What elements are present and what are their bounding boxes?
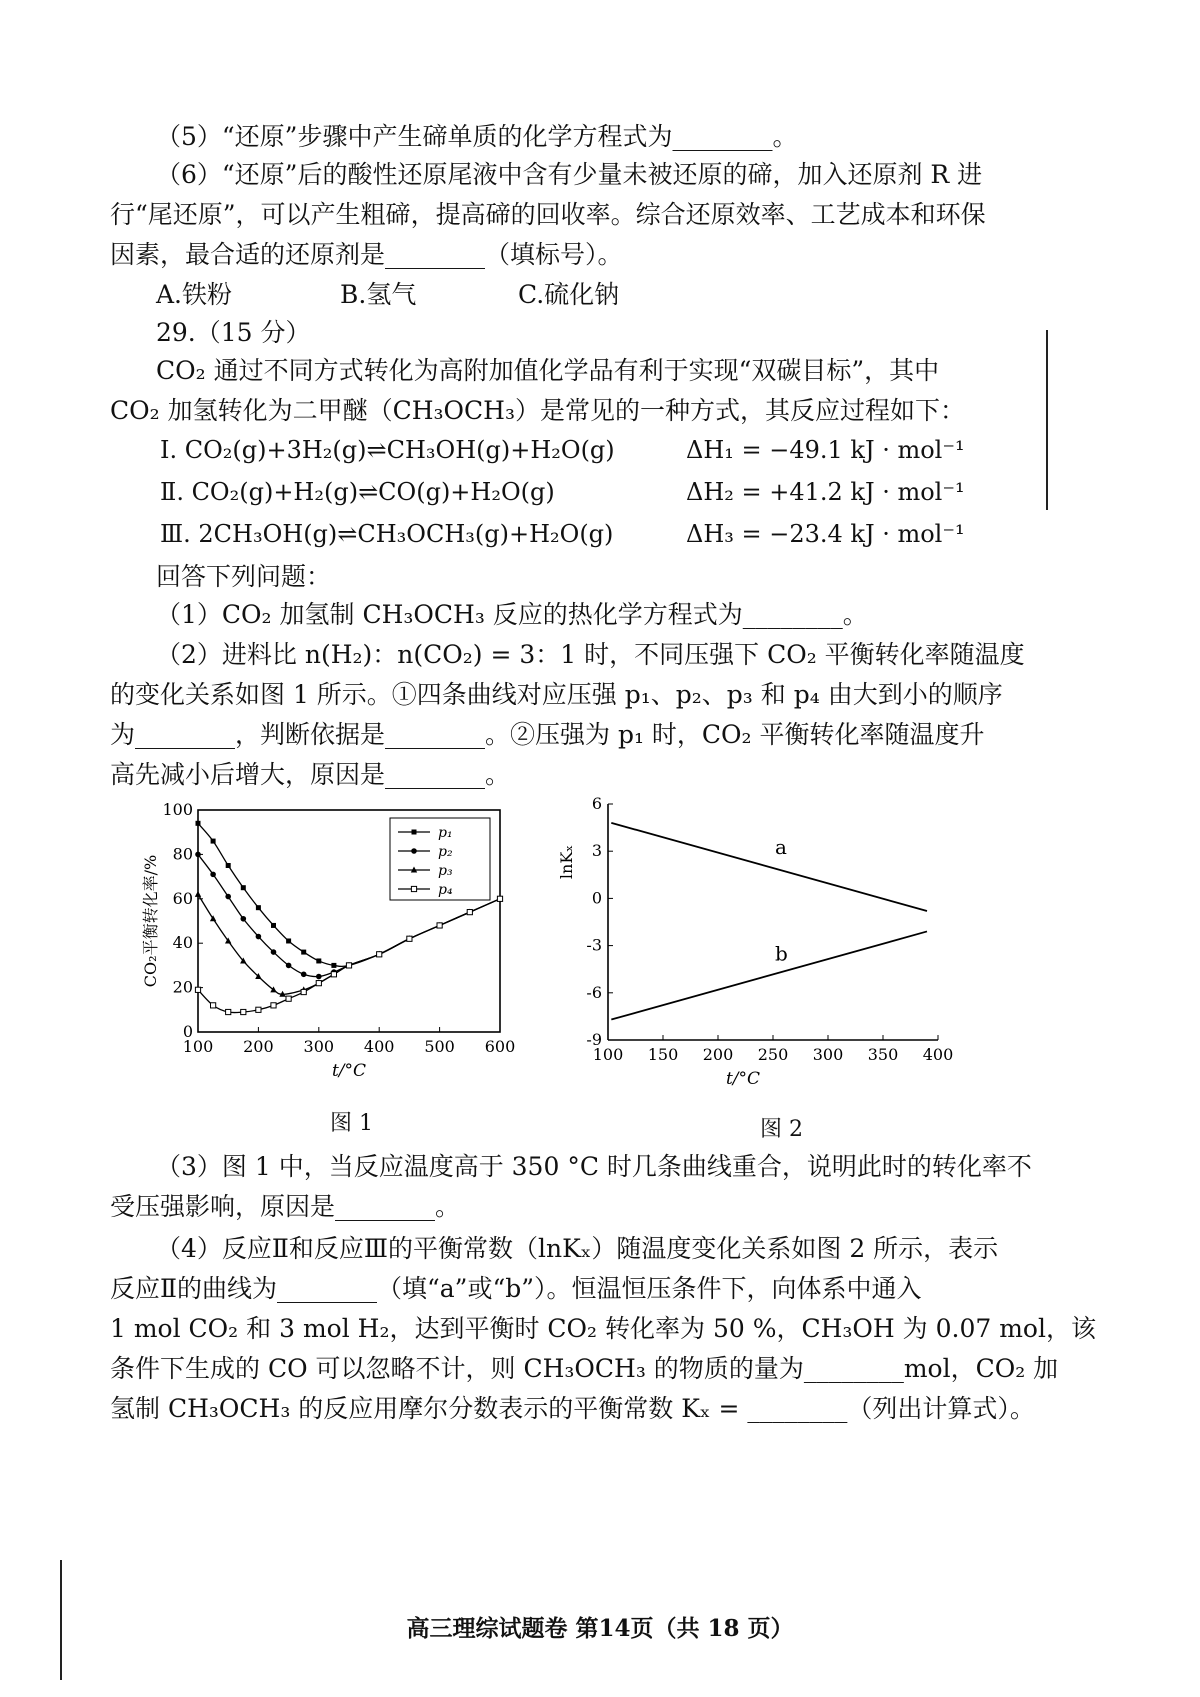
legend-marker — [412, 830, 417, 835]
data-point — [286, 963, 292, 969]
line-label-b: b — [775, 941, 788, 966]
x-tick-label: 300 — [812, 1045, 844, 1064]
data-point — [211, 839, 216, 844]
intro-line1: CO₂ 通过不同方式转化为高附加值化学品有利于实现“双碳目标”，其中 — [156, 356, 940, 385]
x-tick-label: 400 — [363, 1037, 395, 1056]
data-point — [316, 958, 321, 963]
data-point — [226, 1009, 231, 1014]
data-point — [225, 894, 231, 900]
reaction-1: Ⅰ. CO₂(g)+3H₂(g)⇌CH₃OH(g)+H₂O(g) — [160, 436, 615, 464]
y-tick-label: 6 — [591, 794, 602, 813]
option-b: B.氢气 — [340, 280, 417, 309]
x-tick-label: 200 — [243, 1037, 274, 1056]
reaction-2: Ⅱ. CO₂(g)+H₂(g)⇌CO(g)+H₂O(g) — [160, 478, 555, 506]
y-tick-label: 0 — [182, 1022, 193, 1041]
x-tick-label: 100 — [182, 1037, 214, 1056]
y-tick-label: 3 — [591, 841, 602, 861]
option-c: C.硫化钠 — [518, 280, 620, 309]
data-point — [195, 891, 201, 897]
data-point — [497, 896, 502, 901]
y-axis-label: lnKₓ — [557, 844, 576, 880]
data-point — [301, 971, 307, 977]
figure-2-caption: 图 2 — [760, 1117, 803, 1142]
question-6-line2: 行“尾还原”，可以产生粗碲，提高碲的回收率。综合还原效率、工艺成本和环保 — [110, 200, 986, 229]
x-tick-label: 600 — [484, 1037, 516, 1056]
data-point — [210, 872, 216, 878]
x-tick-label: 200 — [702, 1045, 734, 1064]
y-tick-label: 0 — [591, 888, 602, 908]
data-point — [241, 885, 246, 890]
part-1: （1）CO₂ 加氢制 CH₃OCH₃ 反应的热化学方程式为________。 — [156, 600, 868, 629]
x-tick-label: 500 — [424, 1037, 455, 1056]
x-tick-label: 150 — [647, 1045, 679, 1064]
enthalpy-2: ΔH₂ = +41.2 kJ · mol⁻¹ — [686, 478, 965, 506]
part-2-line1: （2）进料比 n(H₂)：n(CO₂) = 3：1 时，不同压强下 CO₂ 平衡转化率随温度 — [156, 640, 1025, 669]
data-point — [256, 905, 261, 910]
line-b — [611, 931, 927, 1019]
series-3 — [195, 891, 503, 997]
part-4-line4: 条件下生成的 CO 可以忽略不计，则 CH₃OCH₃ 的物质的量为________mol，CO₂ 加 — [110, 1354, 1059, 1383]
x-tick-label: 400 — [922, 1045, 954, 1064]
data-point — [286, 938, 291, 943]
y-tick-label: -9 — [586, 1030, 602, 1049]
answer-prompt: 回答下列问题： — [156, 562, 332, 591]
data-point — [346, 963, 351, 968]
question-6-line3: 因素，最合适的还原剂是________（填标号）。 — [110, 240, 623, 269]
x-axis-label: t/°C — [331, 1061, 367, 1081]
data-point — [407, 936, 412, 941]
question-5: （5）“还原”步骤中产生碲单质的化学方程式为________。 — [156, 122, 798, 151]
data-point — [316, 974, 322, 980]
series-line — [198, 899, 500, 1013]
data-point — [270, 986, 276, 992]
question-6-line1: （6）“还原”后的酸性还原尾液中含有少量未被还原的碲，加入还原剂 R 进 — [156, 160, 983, 189]
enthalpy-3: ΔH₃ = −23.4 kJ · mol⁻¹ — [686, 520, 965, 548]
legend-label: p₃ — [438, 863, 453, 879]
part-2-line4: 高先减小后增大，原因是________。 — [110, 760, 511, 789]
y-tick-label: 20 — [172, 977, 193, 997]
data-point — [331, 963, 336, 968]
legend-label: p₂ — [438, 844, 453, 860]
question-29-header: 29.（15 分） — [156, 318, 311, 347]
part-3-line1: （3）图 1 中，当反应温度高于 350 °C 时几条曲线重合，说明此时的转化率不 — [156, 1152, 1032, 1181]
y-tick-label: 80 — [172, 844, 193, 864]
data-point — [271, 1003, 276, 1008]
x-tick-label: 350 — [867, 1045, 899, 1064]
x-tick-label: 300 — [303, 1037, 335, 1056]
x-tick-label: 100 — [592, 1045, 624, 1064]
y-tick-label: -3 — [586, 935, 602, 955]
data-point — [377, 952, 382, 957]
legend — [390, 818, 490, 900]
x-tick-label: 250 — [757, 1045, 789, 1064]
y-tick-label: 60 — [172, 888, 193, 908]
figure-2-chart — [548, 792, 968, 1102]
legend-marker — [411, 886, 416, 891]
data-point — [196, 821, 201, 826]
data-point — [286, 996, 291, 1001]
data-point — [195, 852, 201, 858]
reaction-3: Ⅲ. 2CH₃OH(g)⇌CH₃OCH₃(g)+H₂O(g) — [160, 520, 614, 548]
enthalpy-1: ΔH₁ = −49.1 kJ · mol⁻¹ — [686, 436, 965, 464]
data-point — [256, 934, 262, 940]
legend-label: p₁ — [438, 825, 453, 841]
part-3-line2: 受压强影响，原因是________。 — [110, 1192, 461, 1221]
series-line — [198, 894, 500, 994]
data-point — [271, 949, 277, 955]
page-footer: 高三理综试题卷 第14页（共 18 页） — [406, 1615, 794, 1642]
figure-1-caption: 图 1 — [330, 1111, 373, 1136]
data-point — [316, 981, 321, 986]
figure-1-chart — [130, 798, 530, 1098]
data-point — [467, 910, 472, 915]
intro-line2: CO₂ 加氢转化为二甲醚（CH₃OCH₃）是常见的一种方式，其反应过程如下： — [110, 396, 965, 425]
data-point — [226, 863, 231, 868]
series-4 — [195, 896, 502, 1014]
data-point — [195, 987, 200, 992]
line-a — [611, 823, 927, 911]
data-point — [241, 916, 247, 922]
part-4-line2: 反应Ⅱ的曲线为________（填“a”或“b”）。恒温恒压条件下，向体系中通入 — [110, 1274, 922, 1303]
data-point — [331, 972, 336, 977]
y-tick-label: -6 — [586, 982, 602, 1002]
legend-marker — [411, 848, 417, 854]
data-point — [211, 1003, 216, 1008]
option-a: A.铁粉 — [156, 280, 233, 309]
data-point — [301, 989, 306, 994]
data-point — [437, 923, 442, 928]
part-2-line2: 的变化关系如图 1 所示。①四条曲线对应压强 p₁、p₂、p₃ 和 p₄ 由大到小的顺序 — [110, 680, 1003, 709]
x-axis-label: t/°C — [725, 1069, 761, 1089]
data-point — [301, 950, 306, 955]
data-point — [271, 923, 276, 928]
part-4-line1: （4）反应Ⅱ和反应Ⅲ的平衡常数（lnKₓ）随温度变化关系如图 2 所示，表示 — [156, 1234, 999, 1263]
legend-label: p₄ — [438, 882, 453, 898]
part-4-line5: 氢制 CH₃OCH₃ 的反应用摩尔分数表示的平衡常数 Kₓ = ________（列出计算式）。 — [110, 1394, 1035, 1423]
y-tick-label: 40 — [172, 933, 193, 953]
y-tick-label: 100 — [162, 800, 193, 819]
y-axis-label: CO₂平衡转化率/% — [141, 854, 160, 988]
data-point — [256, 1007, 261, 1012]
data-point — [241, 1009, 246, 1014]
part-2-line3: 为________，判断依据是________。②压强为 p₁ 时，CO₂ 平衡转化率随温度升 — [110, 720, 985, 749]
line-label-a: a — [775, 835, 787, 860]
part-4-line3: 1 mol CO₂ 和 3 mol H₂，达到平衡时 CO₂ 转化率为 50 %，CH₃OH 为 0.07 mol，该 — [110, 1314, 1096, 1343]
